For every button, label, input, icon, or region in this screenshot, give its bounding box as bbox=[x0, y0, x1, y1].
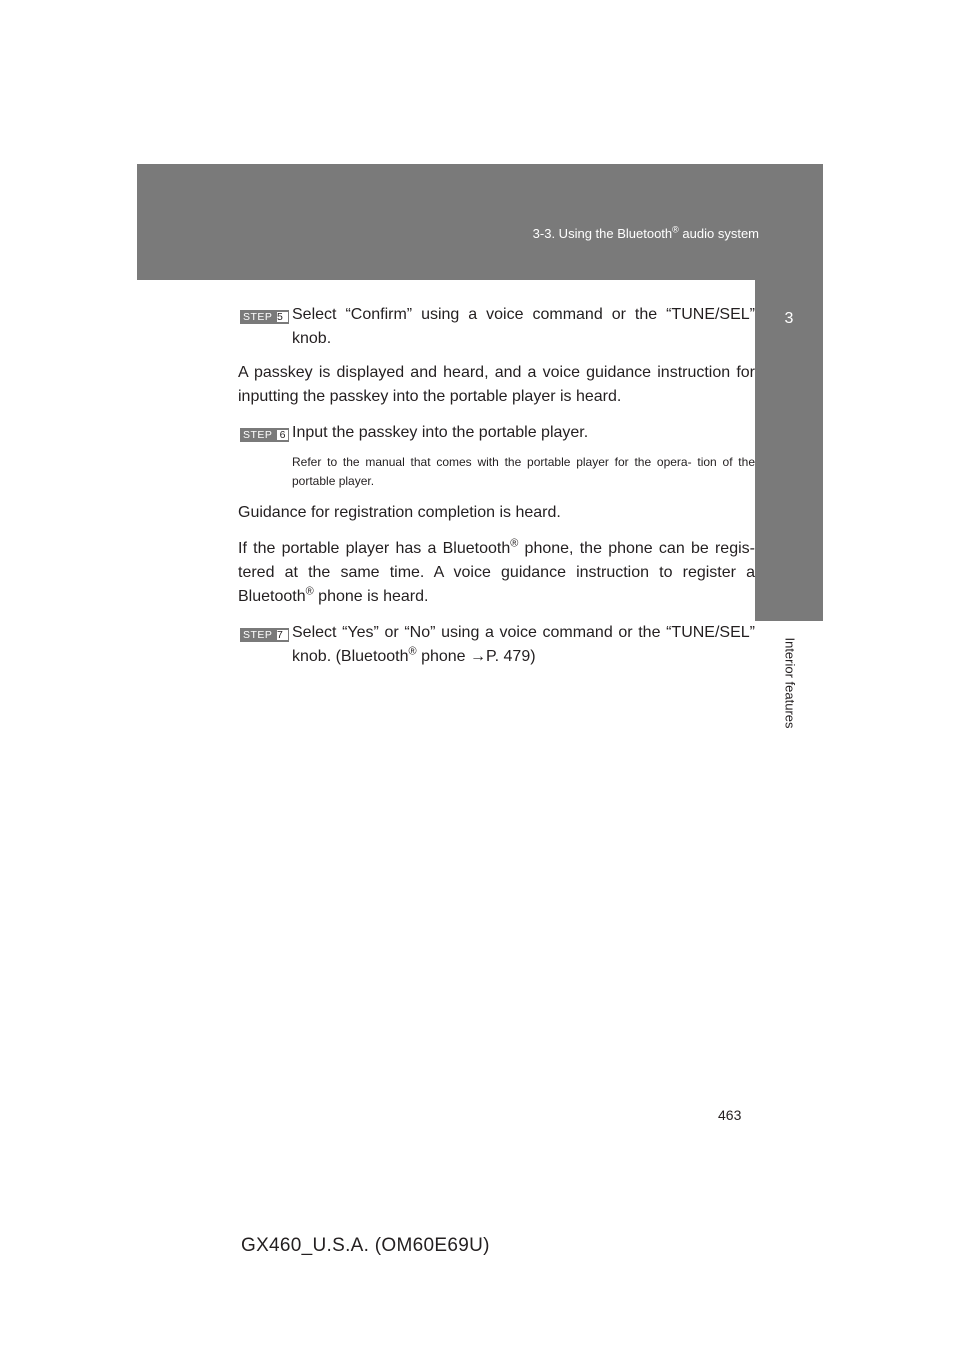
paragraph: A passkey is displayed and heard, and a voice guidance instruction for inputting the passkey into the portable player is heard. bbox=[238, 364, 755, 405]
chapter-tab bbox=[755, 280, 823, 621]
section-title: 3-3. Using the Bluetooth® audio system bbox=[532, 224, 759, 241]
chapter-label: Interior features bbox=[782, 637, 798, 729]
paragraph: Guidance for registration completion is heard. bbox=[238, 504, 561, 521]
note: Refer to the manual that comes with the portable player for the opera- tion of the portable player. bbox=[292, 455, 755, 488]
chapter-number: 3 bbox=[784, 310, 794, 327]
section-header bbox=[137, 164, 823, 280]
step-badge: STEP 7 bbox=[240, 628, 289, 642]
step-6: STEP 6 Input the passkey into the portable player. bbox=[238, 421, 755, 445]
step-badge: STEP 5 bbox=[240, 310, 289, 324]
step-7: STEP 7 Select “Yes” or “No” using a voice command or the “TUNE/SEL” knob. (Bluetooth® phone →P. 479) bbox=[238, 621, 755, 669]
page-content bbox=[238, 303, 755, 679]
paragraph: If the portable player has a Bluetooth® phone, the phone can be regis- tered at the same time. A voice guidance instruction to register a Bluetooth® phone is heard. bbox=[238, 537, 755, 605]
step-badge: STEP 6 bbox=[240, 428, 289, 442]
step-5: STEP 5 Select “Confirm” using a voice command or the “TUNE/SEL” knob. bbox=[238, 303, 755, 351]
footer-code: GX460_U.S.A. (OM60E69U) bbox=[241, 1235, 490, 1256]
page-number: 463 bbox=[718, 1107, 742, 1123]
